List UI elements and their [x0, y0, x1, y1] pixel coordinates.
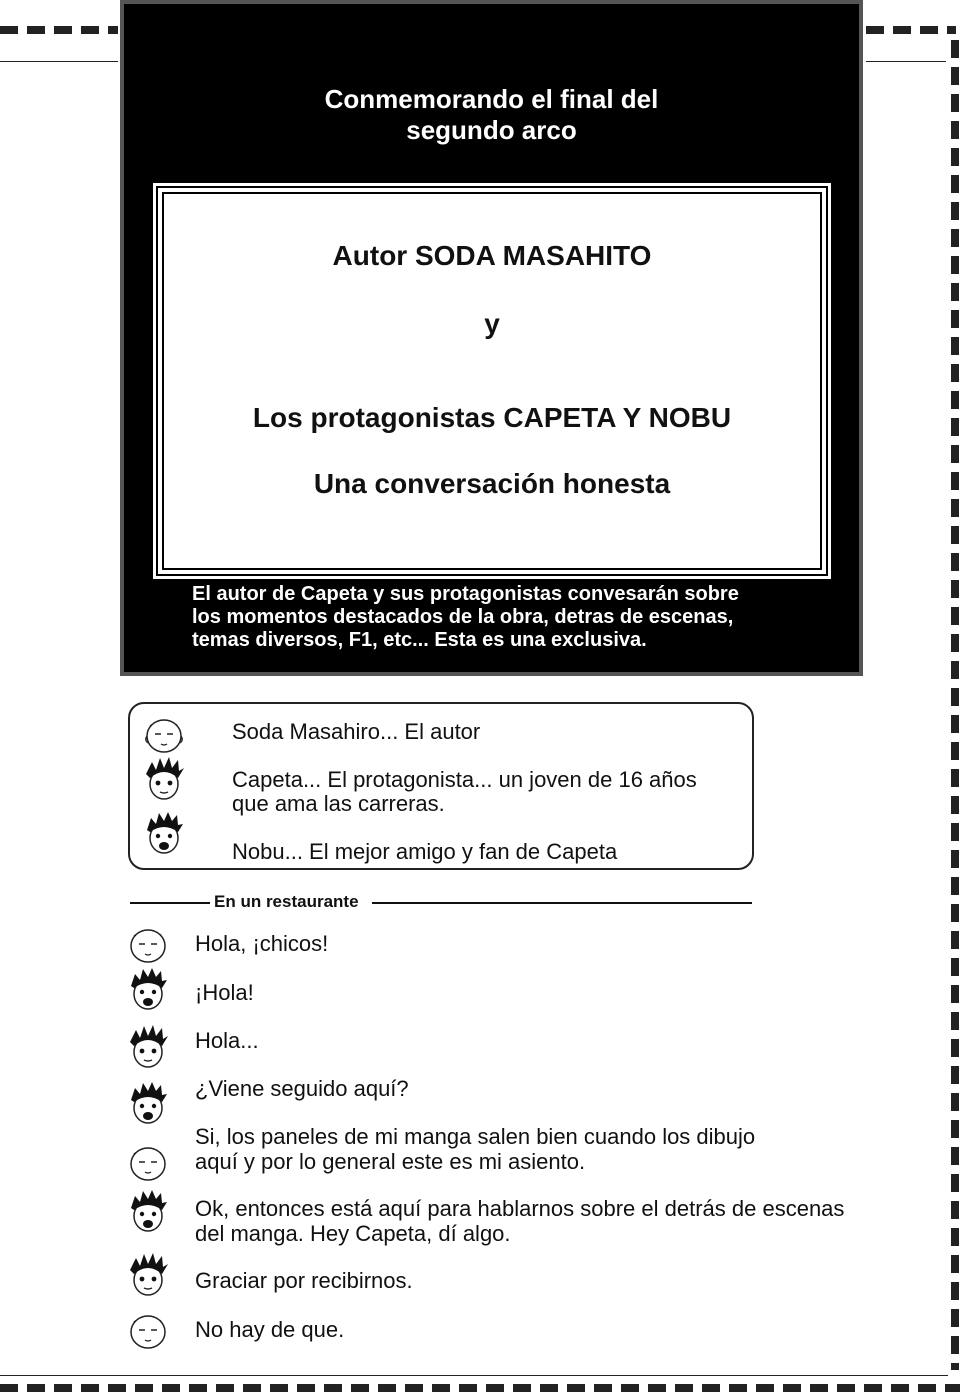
cast-capeta-line1: Capeta... El protagonista... un joven de 16 años — [232, 767, 697, 792]
header-description — [192, 583, 832, 652]
title-box — [156, 186, 828, 576]
dialogue-line-6a: Ok, entonces está aquí para hablarnos sobre el detrás de escenas — [195, 1196, 845, 1221]
section-divider — [130, 892, 752, 912]
title-author: Autor SODA MASAHITO — [332, 240, 652, 271]
description-line3: temas diversos, F1, etc... Esta es una exclusiva. — [192, 629, 647, 651]
dialogue-line-7: Graciar por recibirnos. — [195, 1268, 413, 1293]
section-label: En un restaurante — [214, 892, 359, 911]
bottom-rule — [0, 1375, 948, 1376]
dialogue-line-6b: del manga. Hey Capeta, dí algo. — [195, 1221, 511, 1246]
dialogue-line-8: No hay de que. — [195, 1317, 345, 1342]
description-line2: los momentos destacados de la obra, detras de escenas, — [192, 606, 734, 628]
right-dashed-border — [951, 40, 959, 1370]
dialogue-line-5b: aquí y por lo general este es mi asiento. — [195, 1149, 586, 1174]
cast-capeta-line2: que ama las carreras. — [232, 791, 445, 816]
cast-author: Soda Masahiro... El autor — [232, 719, 481, 744]
capeta-face-icon — [126, 1252, 170, 1300]
top-left-rule — [0, 61, 118, 62]
author-face-icon — [142, 710, 186, 758]
dialogue-line-2: ¡Hola! — [195, 980, 254, 1005]
cast-box — [128, 702, 754, 870]
top-left-dashed-border — [0, 26, 118, 34]
title-conjunction: y — [484, 308, 500, 339]
author-face-icon — [126, 1306, 170, 1354]
nobu-face-icon — [126, 1188, 170, 1236]
title-conversation: Una conversación honesta — [313, 468, 671, 499]
cast-nobu: Nobu... El mejor amigo y fan de Capeta — [232, 839, 618, 864]
description-line1: El autor de Capeta y sus protagonistas convesarán sobre — [192, 583, 739, 605]
nobu-face-icon — [142, 810, 186, 858]
dialogue-line-4: ¿Viene seguido aquí? — [195, 1076, 409, 1101]
header-subtitle-line2: segundo arco — [406, 115, 577, 145]
bottom-dashed-border — [0, 1384, 960, 1392]
author-face-icon — [126, 920, 170, 968]
title-protagonists: Los protagonistas CAPETA Y NOBU — [252, 402, 732, 433]
header-panel — [120, 0, 863, 676]
dialogue-line-5a: Si, los paneles de mi manga salen bien cuando los dibujo — [195, 1124, 756, 1149]
capeta-face-icon — [126, 1024, 170, 1072]
top-right-rule — [866, 61, 946, 62]
section-rule-right — [372, 902, 752, 904]
header-subtitle — [120, 84, 863, 146]
capeta-face-icon — [142, 756, 186, 804]
dialogue-line-1: Hola, ¡chicos! — [195, 931, 329, 956]
dialogue-line-3: Hola... — [195, 1028, 259, 1053]
author-face-icon — [126, 1138, 170, 1186]
top-right-dashed-border — [866, 26, 956, 34]
header-subtitle-line1: Conmemorando el final del — [324, 84, 659, 114]
nobu-face-icon — [126, 1080, 170, 1128]
nobu-face-icon — [126, 966, 170, 1014]
section-rule-left — [130, 902, 210, 904]
